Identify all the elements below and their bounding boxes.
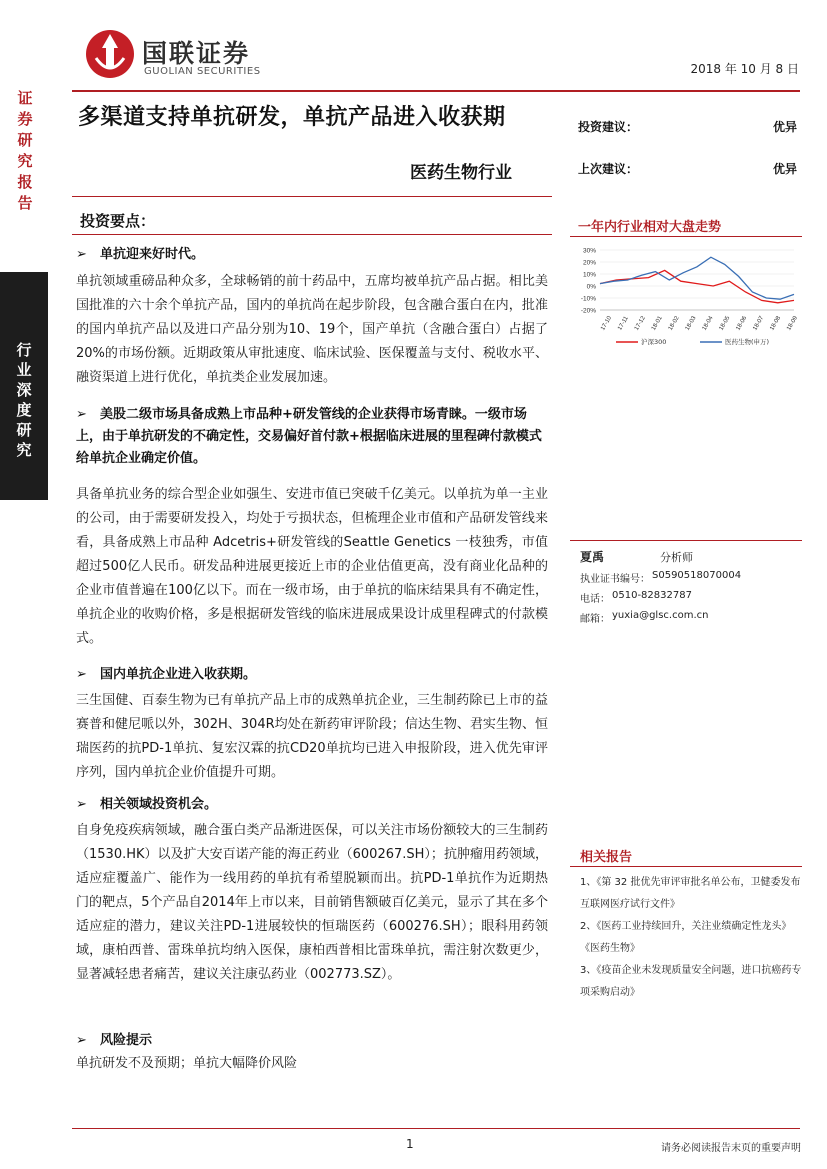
chart-x-tick-label: 18-07 bbox=[752, 315, 766, 332]
sidebar-section-label: 行业深度研究 bbox=[16, 341, 32, 459]
summary-bullet bbox=[76, 1030, 546, 1052]
bullet-text: 国内单抗企业进入收获期。 bbox=[100, 667, 257, 682]
bullet-text: 美股二级市场具备成熟上市品种+研发管线的企业获得市场青睐。一级市场上，由于单抗研发的不确定性，交易偏好首付款+根据临床进展的里程碑付款模式给单抗企业确定价值。 bbox=[76, 407, 542, 466]
chart-divider bbox=[570, 236, 802, 237]
analyst-phone: 0510-82832787 bbox=[612, 590, 692, 601]
report-date: 2018 年 10 月 8 日 bbox=[690, 62, 799, 76]
analyst-name: 夏禹 bbox=[580, 550, 605, 564]
chart-x-tick-label: 17-11 bbox=[617, 315, 630, 332]
chart-x-tick-label: 18-02 bbox=[667, 315, 681, 332]
chart-title: 一年内行业相对大盘走势 bbox=[578, 220, 722, 235]
bullet-text: 单抗迎来好时代。 bbox=[100, 247, 205, 262]
chart-y-tick-label: -20% bbox=[580, 307, 596, 315]
chart-x-tick-label: 18-06 bbox=[735, 315, 749, 332]
title-divider bbox=[72, 196, 552, 197]
summary-bullet bbox=[76, 244, 546, 266]
related-report-item[interactable]: 3、《疫苗企业未发现质量安全问题，进口抗癌药专项采购启动》 bbox=[580, 965, 802, 998]
header-divider bbox=[72, 90, 800, 92]
relative-performance-chart bbox=[566, 244, 802, 352]
rating-previous-label: 上次建议： bbox=[578, 162, 639, 176]
chart-x-tick-label: 18-05 bbox=[718, 315, 732, 332]
bullet-text: 相关领域投资机会。 bbox=[100, 797, 218, 812]
summary-paragraph: 具备单抗业务的综合型企业如强生、安进市值已突破千亿美元。以单抗为单一主业的公司，由于需要研发投入，均处于亏损状态，但梳理企业市值和产品研发管线来看，具备成熟上市品种 Adcetris+研发管线的Seattle Genetics 一枝独秀，市值超过500亿人民币。研发品种进展更接近上市的企业估值更高，没有商业化品种的企业市值普遍在100亿以下。而在一级市场，由于单抗的临床结果具有不确定性，单抗企业的收购价格，多是根据研发管线的临床进展成果设计成里程碑式的付款模式。 bbox=[76, 487, 548, 646]
company-logo bbox=[84, 28, 324, 84]
related-report-item[interactable]: 2、《医药工业持续回升，关注业绩确定性龙头》《医药生物》 bbox=[580, 921, 792, 954]
summary-paragraph: 三生国健、百泰生物为已有单抗产品上市的成熟单抗企业，三生制药除已上市的益赛普和健尼哌以外，302H、304R均处在新药审评阶段；信达生物、君实生物、恒瑞医药的抗PD-1单抗、复宏汉霖的抗CD20单抗均已进入申报阶段，进入优先审评序列，国内单抗企业价值提升可期。 bbox=[76, 693, 548, 780]
chart-y-tick-label: 20% bbox=[582, 259, 596, 267]
analyst-cert: S0590518070004 bbox=[652, 570, 742, 581]
chart-y-tick-label: 30% bbox=[582, 247, 596, 255]
chart-x-tick-label: 18-01 bbox=[650, 315, 664, 332]
chart-x-tick-label: 18-08 bbox=[769, 315, 783, 332]
summary-bullet bbox=[76, 664, 546, 686]
report-title: 多渠道支持单抗研发，单抗产品进入收获期 bbox=[78, 105, 506, 130]
chart-x-tick-label: 17-10 bbox=[600, 315, 614, 332]
page-number: 1 bbox=[406, 1137, 414, 1151]
summary-paragraph: 自身免疫疾病领域，融合蛋白类产品渐进医保，可以关注市场份额较大的三生制药（1530.HK）以及扩大安百诺产能的海正药业（600267.SH）；抗肿瘤用药领域，适应症覆盖广、能作为一线用药的单抗有希望脱颖而出。抗PD-1单抗作为近期热门的靶点，5个产品自2014年上市以来，目前销售额破百亿美元，显示了其在多个适应症的潜力，建议关注PD-1进展较快的恒瑞医药（600276.SH）；眼科用药领域，康柏西普、雷珠单抗均纳入医保，康柏西普相比雷珠单抗，需注射次数更少，显著减轻患者痛苦，建议关注康弘药业（002773.SZ）。 bbox=[76, 823, 548, 982]
arrow-bullet-icon: ➢ bbox=[76, 247, 87, 262]
analyst-email[interactable]: yuxia@glsc.com.cn bbox=[612, 610, 709, 621]
analyst-email-label: 邮箱： bbox=[580, 614, 610, 625]
summary-bullet bbox=[76, 794, 546, 816]
chart-y-tick-label: 0% bbox=[586, 283, 596, 291]
analyst-phone-label: 电话： bbox=[580, 594, 610, 605]
rating-current-label: 投资建议： bbox=[578, 120, 639, 134]
chart-y-tick-label: -10% bbox=[580, 295, 596, 303]
analyst-cert-label: 执业证书编号： bbox=[580, 574, 650, 585]
arrow-bullet-icon: ➢ bbox=[76, 407, 87, 422]
chart-x-tick-label: 18-09 bbox=[786, 315, 800, 332]
sidebar-report-type: 证券研究报告 bbox=[17, 89, 33, 212]
analyst-divider bbox=[570, 540, 802, 541]
summary-paragraph: 单抗研发不及预期；单抗大幅降价风险 bbox=[76, 1056, 298, 1071]
chart-legend-label: 沪深300 bbox=[641, 338, 667, 346]
summary-divider bbox=[72, 234, 552, 235]
summary-heading: 投资要点： bbox=[80, 212, 156, 230]
bullet-text: 风险提示 bbox=[100, 1033, 153, 1048]
rating-current-value: 优异 bbox=[772, 120, 797, 134]
chart-y-tick-label: 10% bbox=[582, 271, 596, 279]
related-report-item[interactable]: 1、《第 32 批优先审评审批名单公布，卫健委发布互联网医疗试行文件》 bbox=[580, 877, 801, 910]
related-divider bbox=[570, 866, 802, 867]
chart-x-tick-label: 18-03 bbox=[684, 315, 698, 332]
analyst-role: 分析师 bbox=[660, 551, 693, 564]
chart-x-tick-label: 17-12 bbox=[633, 315, 647, 332]
chart-series-line bbox=[600, 257, 794, 299]
summary-paragraph: 单抗领域重磅品种众多，全球畅销的前十药品中，五席均被单抗产品占据。相比美国批准的六十余个单抗产品，国内的单抗尚在起步阶段，包含融合蛋白在内，批准的国内单抗产品以及进口产品分别为10、19个，国产单抗（含融合蛋白）占据了20%的市场份额。近期政策从审批速度、临床试验、医保覆盖与支付、税收水平、融资渠道上进行优化，单抗类企业发展加速。 bbox=[76, 274, 548, 385]
chart-x-tick-label: 18-04 bbox=[701, 315, 715, 332]
arrow-bullet-icon: ➢ bbox=[76, 797, 87, 812]
report-subtitle: 医药生物行业 bbox=[410, 163, 512, 183]
logo-mark-icon bbox=[84, 28, 136, 80]
footer-divider bbox=[72, 1128, 800, 1129]
summary-bullet bbox=[76, 404, 546, 470]
rating-previous-value: 优异 bbox=[772, 162, 797, 176]
chart-legend-label: 医药生物(申万) bbox=[725, 338, 770, 346]
logo-text-cn: 国联证券 bbox=[142, 39, 251, 68]
logo-text-en: GUOLIAN SECURITIES bbox=[144, 66, 261, 77]
related-reports-title: 相关报告 bbox=[580, 850, 633, 865]
arrow-bullet-icon: ➢ bbox=[76, 1033, 87, 1048]
arrow-bullet-icon: ➢ bbox=[76, 667, 87, 682]
footer-disclaimer: 请务必阅读报告末页的重要声明 bbox=[661, 1143, 801, 1154]
